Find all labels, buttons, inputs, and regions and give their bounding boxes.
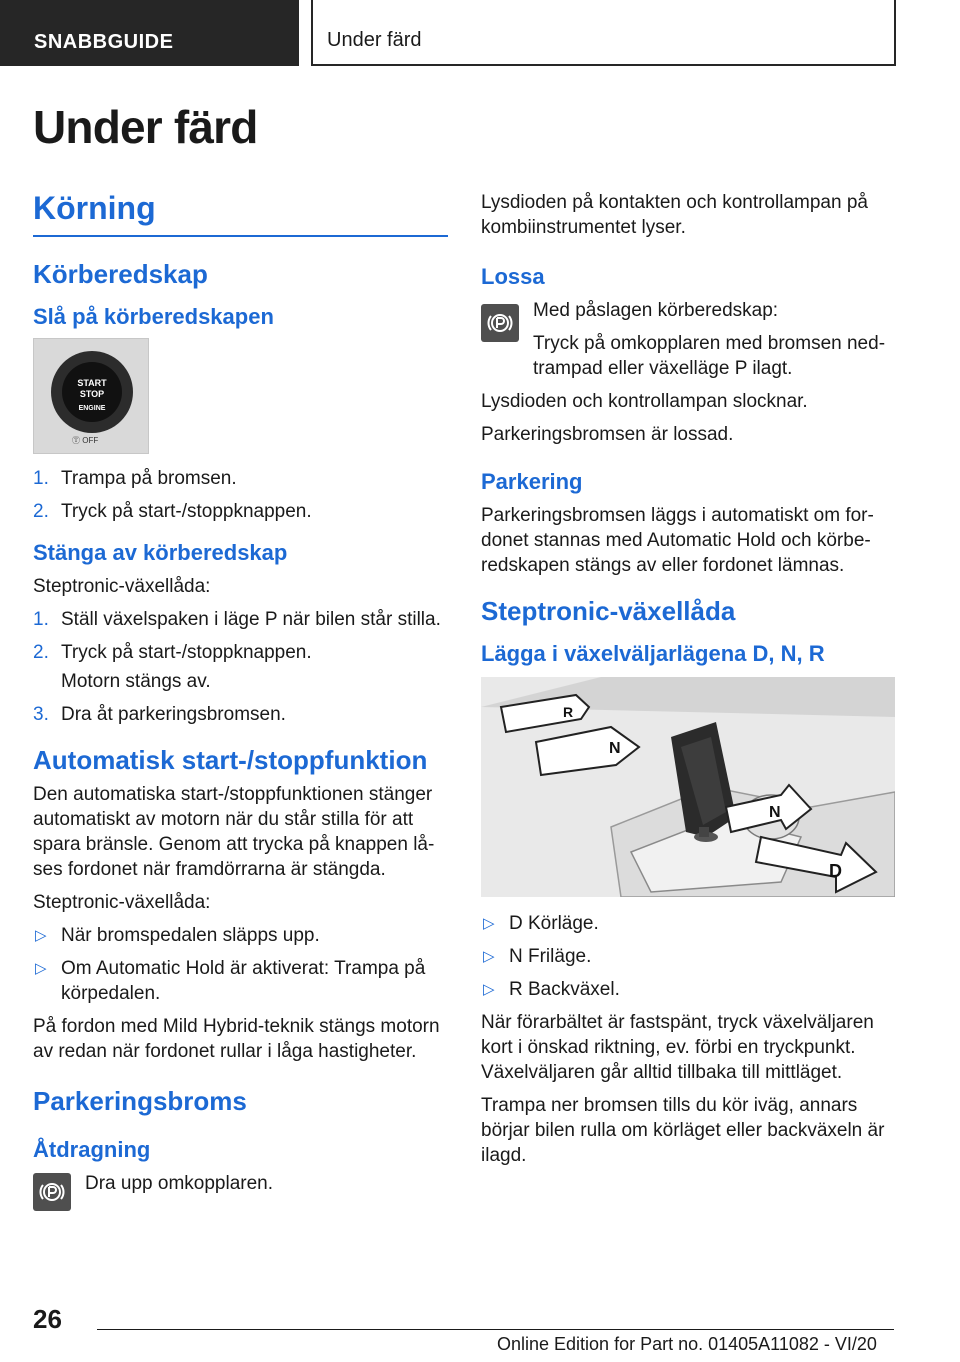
triangle-bullet-icon: ▷ xyxy=(483,981,495,998)
off-label: Ⓣ OFF xyxy=(72,436,99,445)
heading-stanga-av: Stänga av körberedskap xyxy=(33,540,288,565)
step-text: Tryck på start-/stoppknappen. xyxy=(61,501,312,522)
heading-steptronic: Steptronic-växellåda xyxy=(481,596,736,626)
led-text: Lysdioden på kontakten och kontrollampan på kombiinstrumentet lyser. xyxy=(481,192,868,238)
heading-lagga-i: Lägga i växelväljarlägena D, N, R xyxy=(481,641,825,666)
step-number: 1. xyxy=(33,468,49,489)
start-stop-button-ring xyxy=(51,351,133,433)
list-item xyxy=(33,702,448,727)
section-heading-korning: Körning xyxy=(33,190,448,237)
brake-warning: Trampa ner bromsen tills du kör iväg, annars börjar bilen rulla om körläget eller backväxeln är ilagd. xyxy=(481,1095,885,1166)
bullet-text: R Backväxel. xyxy=(509,979,620,1000)
gear-label-d: D xyxy=(829,861,842,881)
list-item xyxy=(33,499,448,524)
parkering-text: Parkeringsbromsen läggs i automatiskt om fordonet stannas med Automatic Hold och körberedskapen stängs av eller fordonet lämnas. xyxy=(481,505,874,576)
off-label-text: OFF xyxy=(82,436,99,445)
start-stop-button-image xyxy=(33,338,149,454)
heading-atdragning: Åtdragning xyxy=(33,1137,151,1162)
lossa-released: Parkeringsbromsen är lossad. xyxy=(481,424,734,445)
list-item xyxy=(481,977,896,1002)
gear-label-n-upper: N xyxy=(609,740,621,757)
list-item xyxy=(33,466,448,491)
stop-label: STOP xyxy=(79,389,105,399)
gear-label-n-lower: N xyxy=(769,804,781,821)
page-header xyxy=(0,0,960,66)
start-stop-button-face xyxy=(62,362,122,422)
triangle-bullet-icon: ▷ xyxy=(35,960,47,977)
list-item xyxy=(33,923,448,948)
heading-lossa: Lossa xyxy=(481,264,545,289)
page-title: Under färd xyxy=(33,101,258,153)
footer-edition: Online Edition for Part no. 01405A11082 - VI/20 xyxy=(497,1334,877,1354)
parking-brake-icon xyxy=(481,304,519,342)
list-item xyxy=(481,911,896,936)
lossa-led-off: Lysdioden och kontrollampan slocknar. xyxy=(481,391,808,412)
gear-label-r: R xyxy=(563,704,574,720)
start-label: START xyxy=(77,378,107,388)
left-column xyxy=(33,190,448,1211)
heading-korberedskap: Körberedskap xyxy=(33,259,208,289)
step-text: Dra åt parkeringsbromsen. xyxy=(61,704,286,725)
heading-parkeringsbroms: Parkeringsbroms xyxy=(33,1086,247,1116)
engine-label: ENGINE xyxy=(78,405,106,412)
heading-parkering: Parkering xyxy=(481,469,583,494)
heading-sla-pa: Slå på körberedskapen xyxy=(33,304,274,329)
step-number: 2. xyxy=(33,501,49,522)
bullet-text: D Körläge. xyxy=(509,913,599,934)
restart-conditions xyxy=(33,923,448,1006)
step-text: Ställ växelspaken i läge P när bilen står stilla. xyxy=(61,609,441,630)
list-item xyxy=(33,607,448,632)
turn-off-steps xyxy=(33,607,448,727)
right-column xyxy=(481,190,896,1176)
gear-selector-instructions: När förarbältet är fastspänt, tryck växelväljaren kort i önskad riktning, ev. förbi en tryckpunkt. Växelväljaren går alltid tillbaka till mittläget. xyxy=(481,1012,874,1083)
step-text: Tryck på start-/stoppknappen. xyxy=(61,642,312,663)
lossa-row xyxy=(481,298,896,381)
parking-brake-icon xyxy=(33,1173,71,1211)
lossa-condition: Med påslagen körberedskap: xyxy=(533,300,779,321)
footer-rule xyxy=(97,1329,894,1330)
step-text: Trampa på bromsen. xyxy=(61,468,237,489)
step-number: 2. xyxy=(33,642,49,663)
step-number: 3. xyxy=(33,704,49,725)
bullet-text: N Friläge. xyxy=(509,946,592,967)
gear-selector-image xyxy=(481,677,895,897)
auto-start-stop-steptronic: Steptronic-växellåda: xyxy=(33,892,211,913)
atdragning-text: Dra upp omkopplaren. xyxy=(85,1173,273,1194)
triangle-bullet-icon: ▷ xyxy=(483,948,495,965)
step-number: 1. xyxy=(33,609,49,630)
triangle-bullet-icon: ▷ xyxy=(483,915,495,932)
atdragning-row xyxy=(33,1171,448,1211)
page-number: 26 xyxy=(33,1304,62,1334)
lossa-instruction: Tryck på omkopplaren med bromsen nedtrampad eller växelläge P ilagt. xyxy=(533,333,886,379)
bullet-text: Om Automatic Hold är aktiverat: Trampa på körpedalen. xyxy=(61,958,426,1004)
auto-start-stop-description: Den automatiska start-/stoppfunktionen stänger automatiskt av motorn när du står stilla för att spara bränsle. Genom att trycka på knappen låses fordonet när framdörrarna är stängda. xyxy=(33,784,435,880)
bullet-text: När bromspedalen släpps upp. xyxy=(61,925,320,946)
list-item xyxy=(33,956,448,1006)
list-item xyxy=(33,640,448,665)
step-subnote: Motorn stängs av. xyxy=(61,671,211,692)
steptronic-intro: Steptronic-växellåda: xyxy=(33,576,211,597)
header-section-label: SNABBGUIDE xyxy=(0,0,299,66)
header-chapter-label: Under färd xyxy=(311,0,896,66)
heading-auto-start-stop: Automatisk start-/stoppfunktion xyxy=(33,745,428,775)
gear-positions xyxy=(481,911,896,1002)
triangle-bullet-icon: ▷ xyxy=(35,927,47,944)
turn-on-steps xyxy=(33,466,448,524)
mild-hybrid-note: På fordon med Mild Hybrid-teknik stängs motorn av redan när fordonet rullar i låga hastigheter. xyxy=(33,1016,440,1062)
list-item xyxy=(481,944,896,969)
